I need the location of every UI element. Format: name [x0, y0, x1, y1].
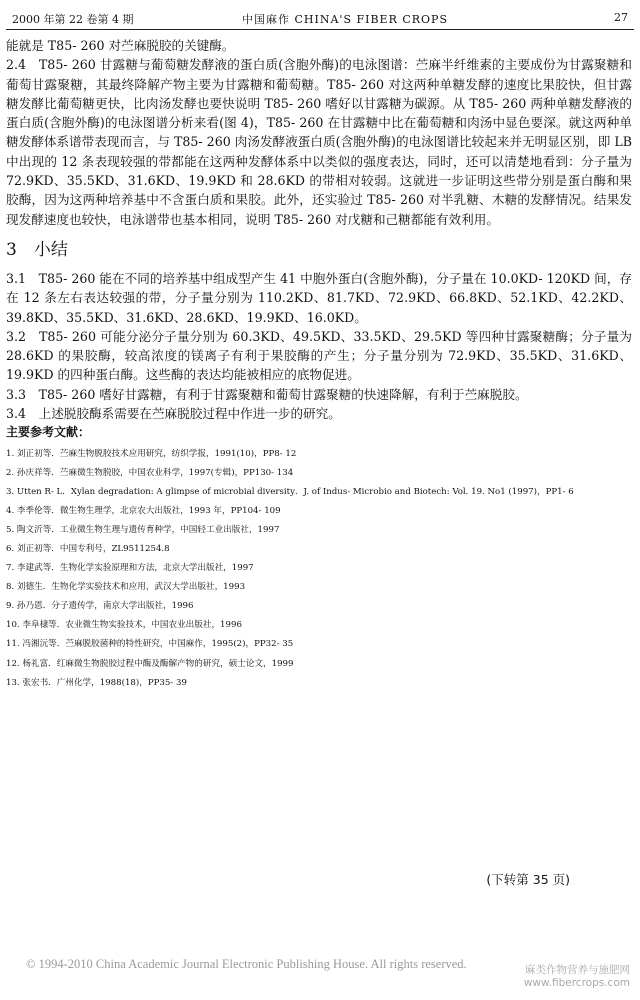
section-title: 3 小结: [6, 239, 68, 260]
site-watermark: [524, 964, 630, 990]
reference-item: 9. 孙乃恩．分子遗传学，南京大学出版社，1996: [6, 601, 194, 612]
reference-item: 1. 刘正初等．苎麻生物脱胶技术应用研究，纺织学报，1991(10)，PP8- 12: [6, 448, 297, 459]
reference-item: 3. Utten R- L．Xylan degradation: A glimpse of microbial diversity．J. of Indus- Microbio and Biotech: Vol. 19. No1 (1997)，PP1- 6: [6, 486, 574, 497]
watermark-name: 麻类作物营养与施肥网: [525, 964, 630, 976]
reference-item: 10. 李阜棣等．农业微生物实验技术，中国农业出版社，1996: [6, 620, 242, 631]
header-rule: [6, 29, 634, 30]
reference-item: 13. 张宏书．广州化学，1988(18)，PP35- 39: [6, 677, 187, 688]
reference-item: 4. 李季伦等．微生物生理学，北京农大出版社，1993 年，PP104- 109: [6, 505, 281, 516]
summary-item: 3.2 T85- 260 可能分泌分子量分别为 60.3KD、49.5KD、33.5KD、29.5KD 等四种甘露聚糖酶；分子量为 28.6KD 的果胶酶，较高浓度的镁离子有利于果胶酶的产生；分子量分别为 72.9KD、35.5KD、31.6KD、19.9KD 的四种蛋白酶。这些酶的表达均能被相应的底物促进。: [6, 328, 632, 383]
reference-item: 6. 刘正初等．中国专利号，ZL9511254.8: [6, 544, 170, 555]
summary-item: 3.1 T85- 260 能在不同的培养基中组成型产生 41 中胞外蛋白(含胞外酶)，分子量在 10.0KD- 120KD 间，存在 12 条左右表达较强的带，分子量分别为 110.2KD、81.7KD、72.9KD、66.8KD、52.1KD、42.2KD、39.8KD、35.5KD、31.6KD、28.6KD、19.9KD、16.0KD。: [6, 270, 632, 325]
journal-title: 中国麻作 CHINA'S FIBER CROPS: [242, 13, 448, 26]
reference-item: 2. 孙庆祥等．苎麻微生物脱胶，中国农业科学，1997(专辑)，PP130- 134: [6, 467, 294, 478]
watermark-url: www.fibercrops.com: [523, 977, 630, 989]
journal-issue: 2000 年第 22 卷第 4 期: [12, 13, 134, 26]
article-body: [6, 36, 632, 693]
reference-item: 8. 刘德生．生物化学实验技术和应用，武汉大学出版社，1993: [6, 582, 246, 593]
page-number: 27: [614, 11, 628, 24]
reference-item: 11. 冯湘沅等．苎麻脱胶菌种的特性研究，中国麻作，1995(2)，PP32- 35: [6, 639, 294, 650]
paragraph: 能就是 T85- 260 对苎麻脱胶的关键酶。: [6, 38, 235, 53]
copyright-notice: © 1994-2010 China Academic Journal Electronic Publishing House. All rights reserved.: [26, 957, 467, 971]
running-header: [12, 6, 628, 28]
reference-item: 12. 杨礼富．红麻微生物脱胶过程中酶及酶解产物的研究，硕士论文，1999: [6, 658, 294, 669]
paragraph: 2.4 T85- 260 甘露糖与葡萄糖发酵液的蛋白质(含胞外酶)的电泳图谱：苎麻半纤维素的主要成份为甘露聚糖和葡萄甘露聚糖，其最终降解产物主要为甘露糖和葡萄糖。T85- 260 对这两种单糖发酵的速度比果胶快，但甘露糖发酵比葡萄糖更快，比肉汤发酵也要快说明 T85- 260 嗜好以甘露糖为碳源。从 T85- 260 两种单糖发酵液的蛋白质(含胞外酶)的电泳图谱分析来看(图 4)，T85- 260 在甘露糖中比在葡萄糖和肉汤中显色要深。就这两种单糖发酵体系谱带表现而言，与 T85- 260 肉汤发酵液蛋白质(含胞外酶)的电泳图谱比较起来并无明显区别，即 LB 中出现的 12 条表现较强的带都能在这两种发酵体系中以类似的强度表达，同时，还可以清楚地看到：分子量为 72.9KD、35.5KD、31.6KD、19.9KD 和 28.6KD 的带相对较弱。这就进一步证明这些带分别是蛋白酶和果胶酶，因为这两种培养基中不含蛋白质和果胶。此外，还实验过 T85- 260 对半乳糖、木糖的发酵情况。结果发现发酵速度也较快，电泳谱带也基本相同，说明 T85- 260 对戊糖和己糖都能有效利用。: [6, 57, 632, 227]
summary-item: 3.4 上述脱胶酶系需要在苎麻脱胶过程中作进一步的研究。: [6, 406, 341, 422]
reference-item: 5. 陶文沂等．工业微生物生理与遗传育种学，中国轻工业出版社，1997: [6, 524, 280, 535]
continued-note: (下转第 35 页): [486, 872, 570, 887]
summary-item: 3.3 T85- 260 嗜好甘露糖，有利于甘露聚糖和葡萄甘露聚糖的快速降解，有利于苎麻脱胶。: [6, 386, 528, 402]
reference-list: [6, 445, 632, 693]
reference-item: 7. 李建武等．生物化学实验原理和方法，北京大学出版社，1997: [6, 563, 254, 574]
references-title: 主要参考文献：: [6, 425, 91, 440]
